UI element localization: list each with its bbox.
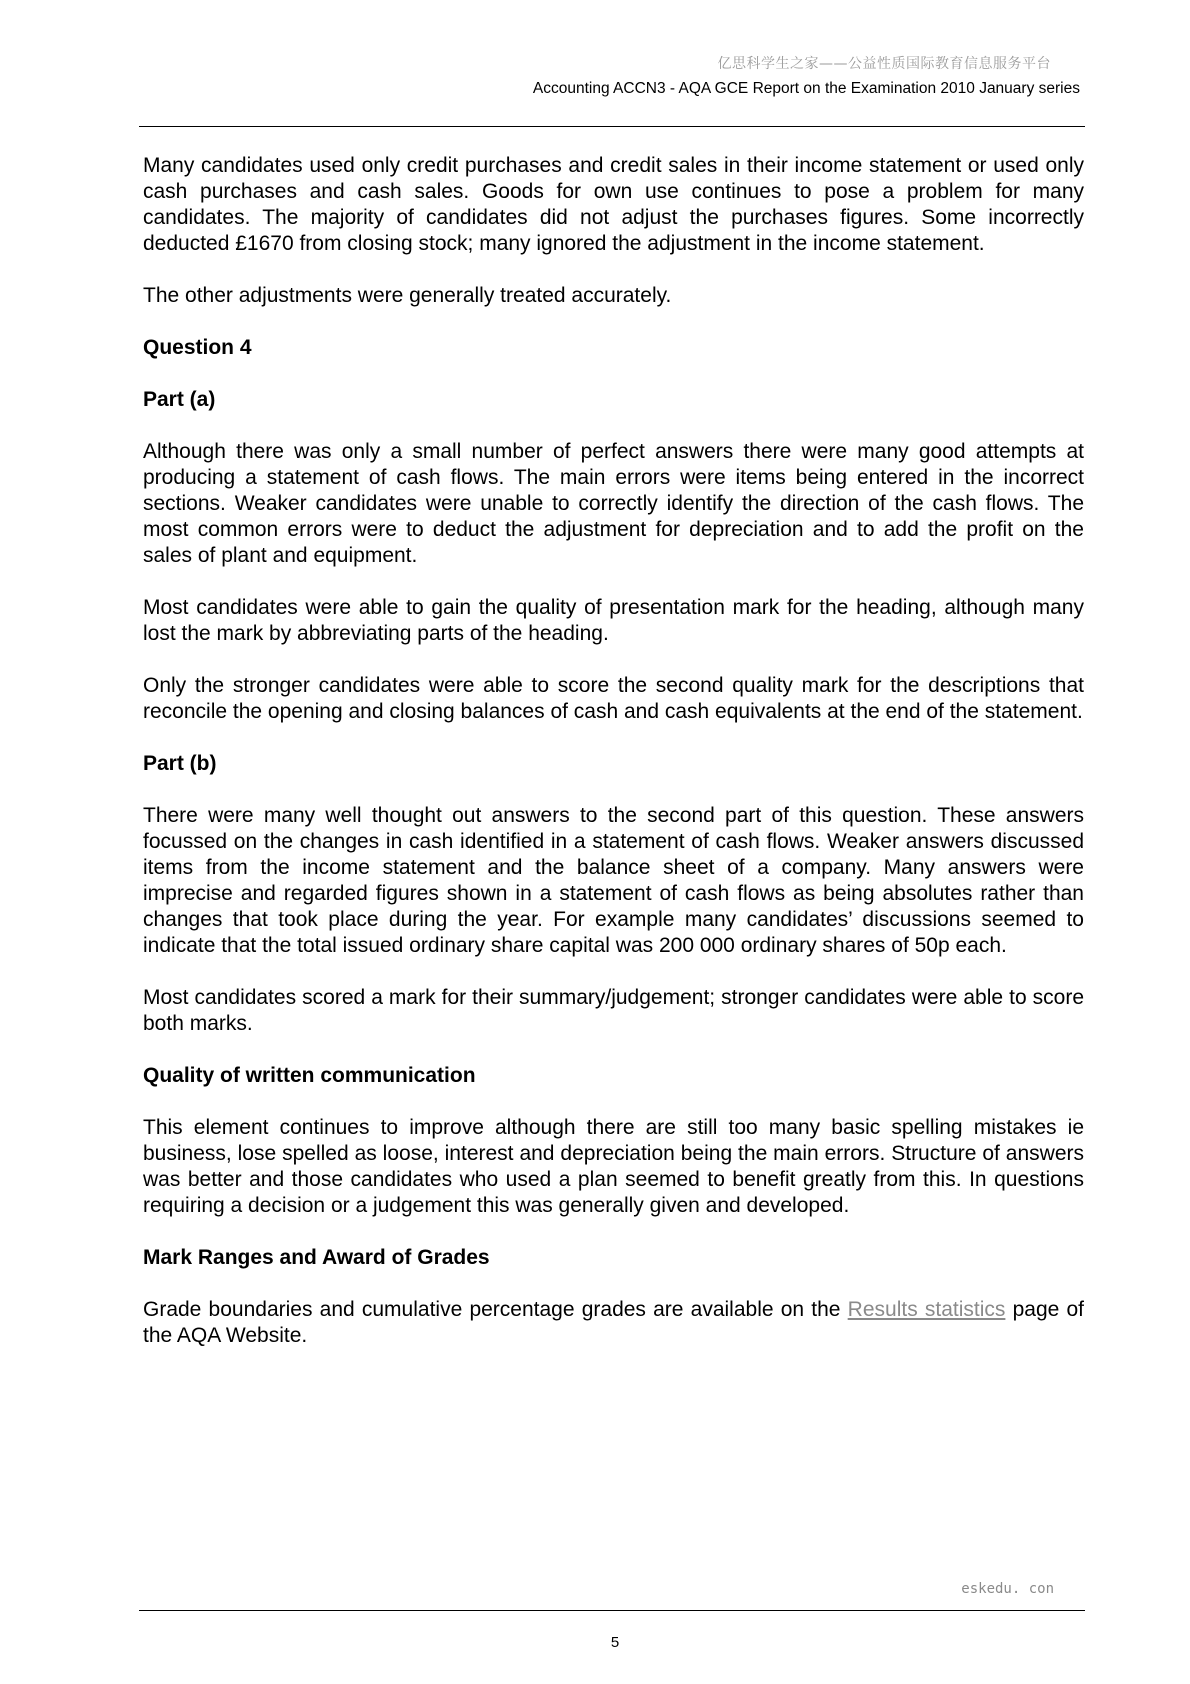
heading-part-a: Part (a) bbox=[143, 388, 216, 411]
grade-boundaries-text: Grade boundaries and cumulative percentage grades are available on the bbox=[143, 1298, 848, 1321]
page-number: 5 bbox=[610, 1634, 620, 1651]
heading-quality-written-communication: Quality of written communication bbox=[143, 1064, 476, 1087]
paragraph-spelling-structure: This element continues to improve although there are still too many basic spelling mistakes ie business, lose spelled as loose, interest and depreciation being the main errors. Structure of answers was better and those candidates who used a plan seemed to benefit greatly from this. In questions requiring a decision or a judgement this was generally given and developed. bbox=[143, 1116, 1084, 1217]
running-header-title: Accounting ACCN3 - AQA GCE Report on the Examination 2010 January series bbox=[532, 80, 1080, 97]
aqa-website-text: page of the AQA Website. bbox=[143, 1298, 1085, 1347]
paragraph-other-adjustments: The other adjustments were generally treated accurately. bbox=[143, 284, 672, 307]
paragraph-presentation-mark: Most candidates were able to gain the quality of presentation mark for the heading, although many lost the mark by abbreviating parts of the heading. bbox=[143, 596, 1084, 645]
header-watermark: 亿思科学生之家——公益性质国际教育信息服务平台 bbox=[717, 56, 1051, 72]
heading-question-4: Question 4 bbox=[143, 336, 252, 359]
paragraph-summary-judgement: Most candidates scored a mark for their summary/judgement; stronger candidates were able to score both marks. bbox=[143, 986, 1084, 1035]
report-body bbox=[143, 153, 1084, 1375]
paragraph-part-b-answers: There were many well thought out answers to the second part of this question. These answers focussed on the changes in cash identified in a statement of cash flows. Weaker answers discussed items from the income statement and the balance sheet of a company. Many answers were imprecise and regarded figures shown in a statement of cash flows as being absolutes rather than changes that took place during the year. For example many candidates’ discussions seemed to indicate that the total issued ordinary share capital was 200 000 ordinary shares of 50p each. bbox=[143, 804, 1084, 957]
footer-rule bbox=[139, 1610, 1085, 1611]
header-rule bbox=[139, 126, 1085, 127]
results-statistics-link[interactable]: Results statistics bbox=[847, 1298, 1006, 1321]
paragraph-second-quality-mark: Only the stronger candidates were able to score the second quality mark for the descriptions that reconcile the opening and closing balances of cash and cash equivalents at the end of the statement. bbox=[143, 674, 1084, 723]
paragraph-income-statement: Many candidates used only credit purchases and credit sales in their income statement or used only cash purchases and cash sales. Goods for own use continues to pose a problem for many candidates. The majority of candidates did not adjust the purchases figures. Some incorrectly deducted £1670 from closing stock; many ignored the adjustment in the income statement. bbox=[143, 154, 1084, 255]
paragraph-grade-boundaries bbox=[143, 1297, 1084, 1349]
paragraph-cash-flows: Although there was only a small number of perfect answers there were many good attempts at producing a statement of cash flows. The main errors were items being entered in the incorrect sections. Weaker candidates were unable to correctly identify the direction of the cash flows. The most common errors were to deduct the adjustment for depreciation and to add the profit on the sales of plant and equipment. bbox=[143, 440, 1084, 567]
heading-mark-ranges: Mark Ranges and Award of Grades bbox=[143, 1246, 490, 1269]
footer-watermark: eskedu. con bbox=[961, 1581, 1054, 1597]
heading-part-b: Part (b) bbox=[143, 752, 217, 775]
